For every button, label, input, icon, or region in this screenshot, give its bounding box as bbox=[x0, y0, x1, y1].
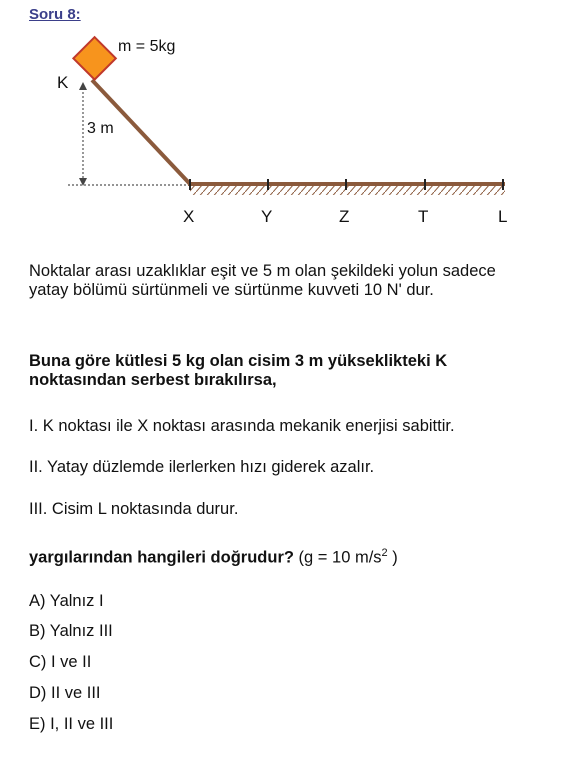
mass-block bbox=[73, 37, 115, 79]
statement-2: II. Yatay düzlemde ilerlerken hızı giderek azalır. bbox=[29, 458, 375, 476]
option-b[interactable]: B) Yalnız III bbox=[29, 622, 113, 640]
question-ask bbox=[29, 544, 539, 568]
point-y-label: Y bbox=[261, 207, 273, 226]
ask-gravity-text: (g = 10 m/s bbox=[298, 548, 382, 567]
ask-bold-text: yargılarından hangileri doğrudur? bbox=[29, 548, 294, 567]
point-z-label: Z bbox=[339, 207, 350, 226]
option-d[interactable]: D) II ve III bbox=[29, 684, 101, 702]
option-a[interactable]: A) Yalnız I bbox=[29, 592, 104, 610]
question-prompt: Buna göre kütlesi 5 kg olan cisim 3 m yükseklikteki K noktasından serbest bırakılırsa, bbox=[29, 352, 448, 389]
height-label: 3 m bbox=[87, 120, 114, 137]
point-t-label: T bbox=[418, 207, 429, 226]
question-intro: Noktalar arası uzaklıklar eşit ve 5 m olan şekildeki yolun sadece yatay bölümü sürtünmeli ve sürtünme kuvveti 10 N' dur. bbox=[29, 262, 496, 299]
option-e[interactable]: E) I, II ve III bbox=[29, 715, 114, 733]
option-c[interactable]: C) I ve II bbox=[29, 653, 92, 671]
ask-exponent: 2 bbox=[381, 547, 388, 559]
physics-figure bbox=[0, 0, 561, 240]
question-title: Soru 8: bbox=[29, 6, 81, 23]
point-l-label: L bbox=[498, 207, 508, 226]
statement-1: I. K noktası ile X noktası arasında mekanik enerjisi sabittir. bbox=[29, 417, 455, 435]
ground-hatch bbox=[190, 186, 505, 195]
point-k-label: K bbox=[57, 73, 69, 92]
statement-3: III. Cisim L noktasında durur. bbox=[29, 500, 239, 518]
ask-close-text: ) bbox=[387, 548, 398, 567]
point-x-label: X bbox=[183, 207, 195, 226]
mass-label: m = 5kg bbox=[118, 38, 176, 55]
height-arrow-up-icon bbox=[79, 82, 87, 90]
